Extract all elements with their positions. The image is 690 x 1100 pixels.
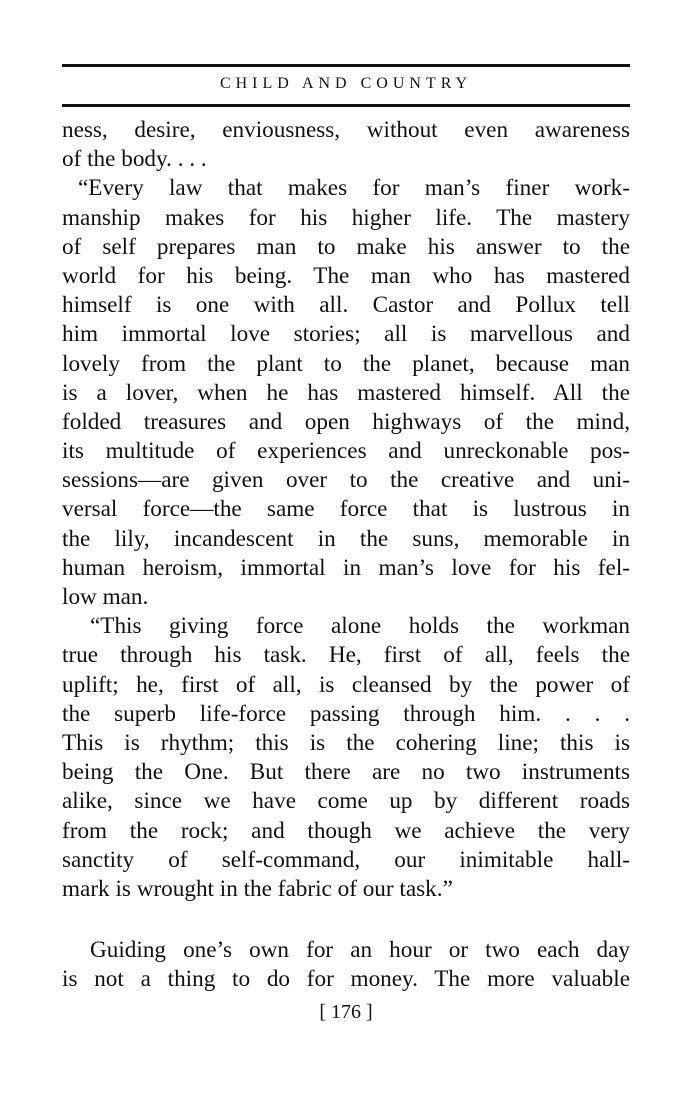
body-text	[62, 116, 630, 994]
paragraph-gap	[62, 904, 630, 936]
text-line: This is rhythm; this is the cohering line; this is	[62, 729, 630, 756]
text-line: lovely from the plant to the planet, because man	[62, 350, 630, 377]
text-line: the superb life-force passing through him. . . .	[62, 700, 630, 727]
text-line: of the body. . . .	[62, 146, 207, 173]
text-line: true through his task. He, first of all, feels the	[62, 642, 630, 669]
text-line: is a lover, when he has mastered himself. All the	[62, 379, 630, 406]
text-line: is not a thing to do for money. The more valuable	[62, 966, 630, 993]
header-rule-bottom	[62, 104, 630, 107]
text-line: him immortal love stories; all is marvellous and	[62, 321, 630, 348]
text-line: Guiding one’s own for an hour or two each day	[90, 937, 630, 964]
text-line: world for his being. The man who has mastered	[62, 262, 630, 289]
text-line: being the One. But there are no two instruments	[62, 759, 630, 786]
text-line: from the rock; and though we achieve the very	[62, 817, 630, 844]
text-line: “This giving force alone holds the workman	[90, 613, 630, 640]
header-rule-top	[62, 64, 630, 67]
text-line: low man.	[62, 584, 149, 610]
text-line: alike, since we have come up by different roads	[62, 788, 630, 815]
text-line: “Every law that makes for man’s finer work-	[78, 175, 630, 202]
text-line: mark is wrought in the fabric of our task.”	[62, 875, 453, 902]
text-line: versal force—the same force that is lustrous in	[62, 496, 630, 523]
text-line: uplift; he, first of all, is cleansed by the power of	[62, 671, 630, 698]
text-line: sanctity of self-command, our inimitable hall-	[62, 846, 630, 873]
text-line: human heroism, immortal in man’s love for his fel-	[62, 554, 630, 581]
page-number: [ 176 ]	[319, 1001, 373, 1023]
text-line: its multitude of experiences and unreckonable pos-	[62, 438, 630, 465]
text-line: of self prepares man to make his answer to the	[62, 233, 630, 260]
text-line: sessions—are given over to the creative and uni-	[62, 467, 630, 494]
text-line: himself is one with all. Castor and Pollux tell	[62, 292, 630, 319]
text-line: folded treasures and open highways of the mind,	[62, 408, 630, 435]
text-line: ness, desire, enviousness, without even awareness	[62, 117, 630, 143]
text-line: the lily, incandescent in the suns, memorable in	[62, 525, 630, 552]
running-header: CHILD AND COUNTRY	[219, 75, 473, 92]
text-line: manship makes for his higher life. The mastery	[62, 204, 630, 231]
